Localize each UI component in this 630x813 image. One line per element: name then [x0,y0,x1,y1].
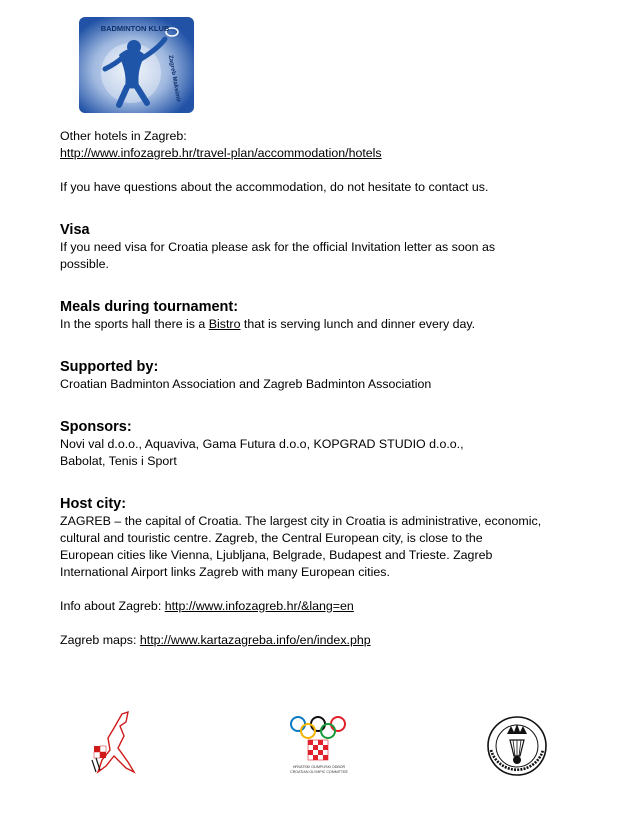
olympic-text-line2: CROATIAN OLYMPIC COMMITTEE [290,770,348,774]
logo-text-top: BADMINTON KLUB [100,24,170,33]
meals-heading: Meals during tournament: [60,299,239,315]
bistro-link[interactable]: Bistro [208,317,241,331]
supported-heading: Supported by: [60,359,159,375]
meals-text-before: In the sports hall there is a [60,317,209,331]
host-city-line2: cultural and touristic centre. Zagreb, the Central European city, is close to the [60,531,483,545]
olympic-committee-logo [284,712,354,782]
sponsors-line2: Babolat, Tenis i Sport [60,454,177,468]
footer-logos [0,700,630,790]
olympic-text-line1: HRVATSKI OLIMPIJSKI ODBOR [292,765,346,769]
sponsors-heading: Sponsors: [60,419,132,435]
visa-heading: Visa [60,222,90,238]
visa-text-line2: possible. [60,257,109,271]
zagreb-maps-label: Zagreb maps: [60,633,140,647]
logo-text-bottom: Zagreb Maksimir [166,54,182,103]
info-zagreb [60,598,590,615]
info-zagreb-link[interactable]: http://www.infozagreb.hr/&lang=en [164,599,354,613]
host-city-heading: Host city: [60,496,127,512]
zagreb-badminton-association-seal [485,714,549,778]
zagreb-maps-link[interactable]: http://www.kartazagreba.info/en/index.php [139,633,371,647]
accommodation-note: If you have questions about the accommodation, do not hesitate to contact us. [60,180,489,194]
document-body [60,128,590,649]
host-city-line4: International Airport links Zagreb with many European cities. [60,565,390,579]
badminton-club-logo [79,17,194,113]
hotels-label: Other hotels in Zagreb: [60,129,187,143]
supported-text: Croatian Badminton Association and Zagreb Badminton Association [60,377,432,391]
zagreb-maps [60,632,590,649]
meals-text [60,316,590,333]
meals-text-after: that is serving lunch and dinner every day. [240,317,476,331]
sponsors-line1: Novi val d.o.o., Aquaviva, Gama Futura d.o.o, KOPGRAD STUDIO d.o.o., [60,437,464,451]
croatian-badminton-logo [84,710,144,778]
host-city-line3: European cities like Vienna, Ljubljana, Belgrade, Budapest and Trieste. Zagreb [60,548,493,562]
host-city-line1: ZAGREB – the capital of Croatia. The largest city in Croatia is administrative, economic, [60,514,542,528]
hotels-link[interactable]: http://www.infozagreb.hr/travel-plan/accommodation/hotels [60,146,382,160]
info-zagreb-label: Info about Zagreb: [60,599,165,613]
visa-text-line1: If you need visa for Croatia please ask for the official Invitation letter as soon as [60,240,496,254]
